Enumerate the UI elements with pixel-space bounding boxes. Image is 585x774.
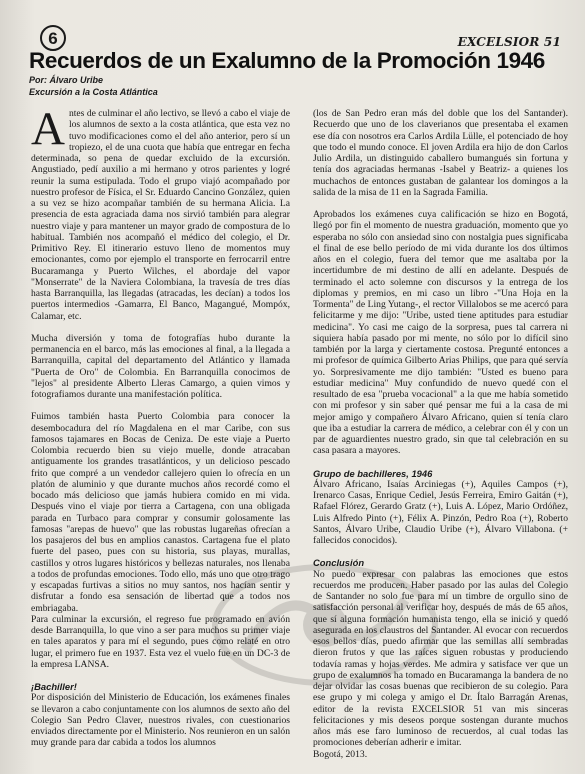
section-heading-grupo: Grupo de bachilleres, 1946 xyxy=(313,467,433,479)
section-heading-bachiller: ¡Bachiller! xyxy=(31,681,77,692)
left-column xyxy=(31,103,290,760)
paragraph: (los de San Pedro eran más del doble que los del Santander). Recuerdo que uno de los claverianos que presentaba el examen ese día con nosotros era Carlos Ardila Lülle, el potenciado de hoy que todo el mundo conoce. El joven Ardila era hijo de don Carlos Julio Ardila, un distinguido caballero bumangués sin fortuna y tenía dos agraciadas hermanas -Isabel y Beatriz- a quienes los muchachos de entonces gustaban de galantear los domingos a la salida de la misa de 11 en la Sagrada Familia. xyxy=(313,108,568,198)
right-column xyxy=(313,108,568,771)
byline: Por: Álvaro Uribe xyxy=(29,75,104,85)
masthead: EXCELSIOR 51 xyxy=(457,35,561,49)
section-heading-conclusion: Conclusión xyxy=(313,557,365,569)
article-title: Recuerdos de un Exalumno de la Promoción 1946 xyxy=(29,48,545,73)
paragraph: Aprobados los exámenes cuya calificación se hizo en Bogotá, llegó por fin el momento de nuestra graduación, momento que yo esperaba no sólo con ansiedad sino con nostalgia pues significaba el final de ese bello período de mi vida durante los dos últimos años en el colegio, fuera del temor que me asaltaba por la incertidumbre de mi destino de allí en adelante. Después de terminado el acto solemne con discursos y la entrega de los diplomas y premios, en mi caso un libro -"Una Hoja en la Tormenta" de Ling Yutang-, el rector Villalobos se me acercó para felicitarme y me dijo: "Uribe, usted tiene aptitudes para estudiar medicina". Yo casi me caigo de la sorpresa, pues tal carrera ni siquiera había pasado por mi mente, no sólo por lo difícil sino también por la larga y ciertamente costosa. Pregunté entonces a mi profesor de química Gilberto Arias Philips, que para qué servía yo. Sorpresivamente me dijo también: "Usted es bueno para estudiar medicina" Muy confundido de nuevo quedé con el resultado de esa "prueba vocacional" a la que me había sometido con mi profesor y sin saber qué pensar me fui a la casa de mi mejor amigo y compañero Álvaro Africano, quien sí tenía claro que iba a estudiar la carrera de médico, a celebrar con él y con un par de aguardientes nuestro grado, sin que tal celebración en su casa pasara a mayores. xyxy=(313,209,568,457)
paragraph: Por disposición del Ministerio de Educación, los exámenes finales se llevaron a cabo conjuntamente con los alumnos de sexto año del Colegio San Pedro Claver, nuestros rivales, con cuestionarios enviados directamente por el Ministerio. Nos reunieron en un salón muy grande para dar cabida a todos los alumnos xyxy=(31,692,290,749)
paragraph: Mucha diversión y toma de fotografías hubo durante la permanencia en el barco, más las emociones al final, a la llegada a Barranquilla, capital del departamento del Atlántico y llamada "Puerta de Oro" de Colombia. En Barranquilla conocimos de "lejos" al presidente Alberto Lleras Camargo, a quien vimos y fotografiamos durante una manifestación política. xyxy=(31,332,290,400)
paragraph: Fuimos también hasta Puerto Colombia para conocer la desembocadura del río Magdalena en el mar Caribe, con sus famosos tajamares en Bocas de Ceniza. De este viaje a Puerto Colombia recuerdo bien su viejo muelle, donde atracaban antiguamente los grandes trasatlánticos, y un delicioso pescado frito que compré a un vendedor callejero quien lo ofrecía en un platón de aluminio y que durante muchos años recordé como el bocado más delicioso que jamás hubiera comido en mi vida. Después vino el viaje por tierra a Cartagena, con una obligada parada en Turbaco para comprar y consumir golosamente las famosas "arepas de huevo" que las robustas lugareñas ofrecían a los pasajeros del bus en amplios canastos. Cartagena fue el plato fuerte del paseo, pues con su historia, sus playas, murallas, castillos y otros lugares históricos y bellezas naturales, nos llenaba a todos de profundas emociones. Todo ello, más uno que otro trago y escapadas furtivas a sitios no muy santos, nos hacían sentir y disfrutar a fondo esa sensación de libertad que a todos nos embriagaba. xyxy=(31,411,290,614)
section-subtitle: Excursión a la Costa Atlántica xyxy=(29,87,158,97)
page-number: 6 xyxy=(40,25,66,51)
drop-cap: A xyxy=(31,103,65,155)
paragraph: Antes de culminar el año lectivo, se llevó a cabo el viaje de los alumnos de sexto a la costa atlántica, que esta vez no tuvo modificaciones como el del año anterior, pero sí un tropiezo, el de una cuota que había que entregar en fecha determinada, so pena de quedar excluido de la excursión. Angustiado, pedí auxilio a mi hermano y otros parientes y logré reunir la suma estipulada. Todo el grupo viajó acompañado por nuestro profesor de Física, el Sr. Eduardo Cancino González, quien a su vez se hizo acompañar también de su hermana Alicia. La presencia de esta agraciada dama nos sirvió también para alegrar nuestro viaje y para mantener un mayor grado de compostura de lo habitual. También nos acompañó el médico del colegio, el Dr. Primitivo Rey. El itinerario estuvo lleno de momentos muy emocionantes, como por ejemplo el transporte en ferrocarril entre Bucaramanga y Puerto Wilches, el abordaje del vapor "Monserrate" de la Naviera Colombiana, la travesía de tres días hasta Barranquilla, las llegadas (atracadas, les decían) a todos los puertos intermedios -Gamarra, El Banco, Magangué, Mompóx, Calamar, etc. xyxy=(31,103,290,322)
graduates-list: Álvaro Africano, Isaías Arciniegas (+), Aquiles Campos (+), Irenarco Casas, Enrique Cediel, Jesús Ferreira, Emiro Gaitán (+), Rafael Flórez, Gerardo Gratz (+), Luis A. López, Mario Ordóñez, Luis Alfredo Pinto (+), Félix A. Pinzón, Pedro Roa (+), Roberto Santos, Álvaro Uribe, Claudio Uribe (+), Álvaro Villabona. (+ fallecidos conocidos). xyxy=(313,478,568,546)
signoff: Bogotá, 2013. xyxy=(313,748,368,760)
paragraph: No puedo expresar con palabras las emociones que estos recuerdos me producen. Haber pasado por las aulas del Colegio de Santander no solo fue para mí un timbre de orgullo sino de satisfacción personal al verificar hoy, después de más de 65 años, que sí alguna formación humanista tengo, ella se inició y quedó asegurada en los claustros del Santander. Al evocar con recuerdos esos bellos días, puedo afirmar que las semillas allí sembradas dieron frutos y que las raíces siguen robustas y produciendo todavía ramas y hojas verdes. Me admira y satisface ver que un grupo de exalumnos ha tomado en Bucaramanga la bandera de no dejar olvidar las cosas buenas que recibieron de su colegio. Para ese grupo y mi colega y amigo el Dr. Ítalo Barragán Arenas, editor de la revista EXCELSIOR 51 van mis sinceras felicitaciones y mis deseos porque sostengan durante muchos años más ese faro luminoso de recuerdos, al cual todas las promociones deberían adherir e imitar. xyxy=(313,568,568,749)
paragraph: Para culminar la excursión, el regreso fue programado en avión desde Barranquilla, lo que vino a ser para muchos su primer viaje en tales aparatos y para mí el segundo, pues como relaté en otro lugar, el primero fue en 1937. Esta vez el vuelo fue en un DC-3 de la empresa LANSA. xyxy=(31,613,290,670)
